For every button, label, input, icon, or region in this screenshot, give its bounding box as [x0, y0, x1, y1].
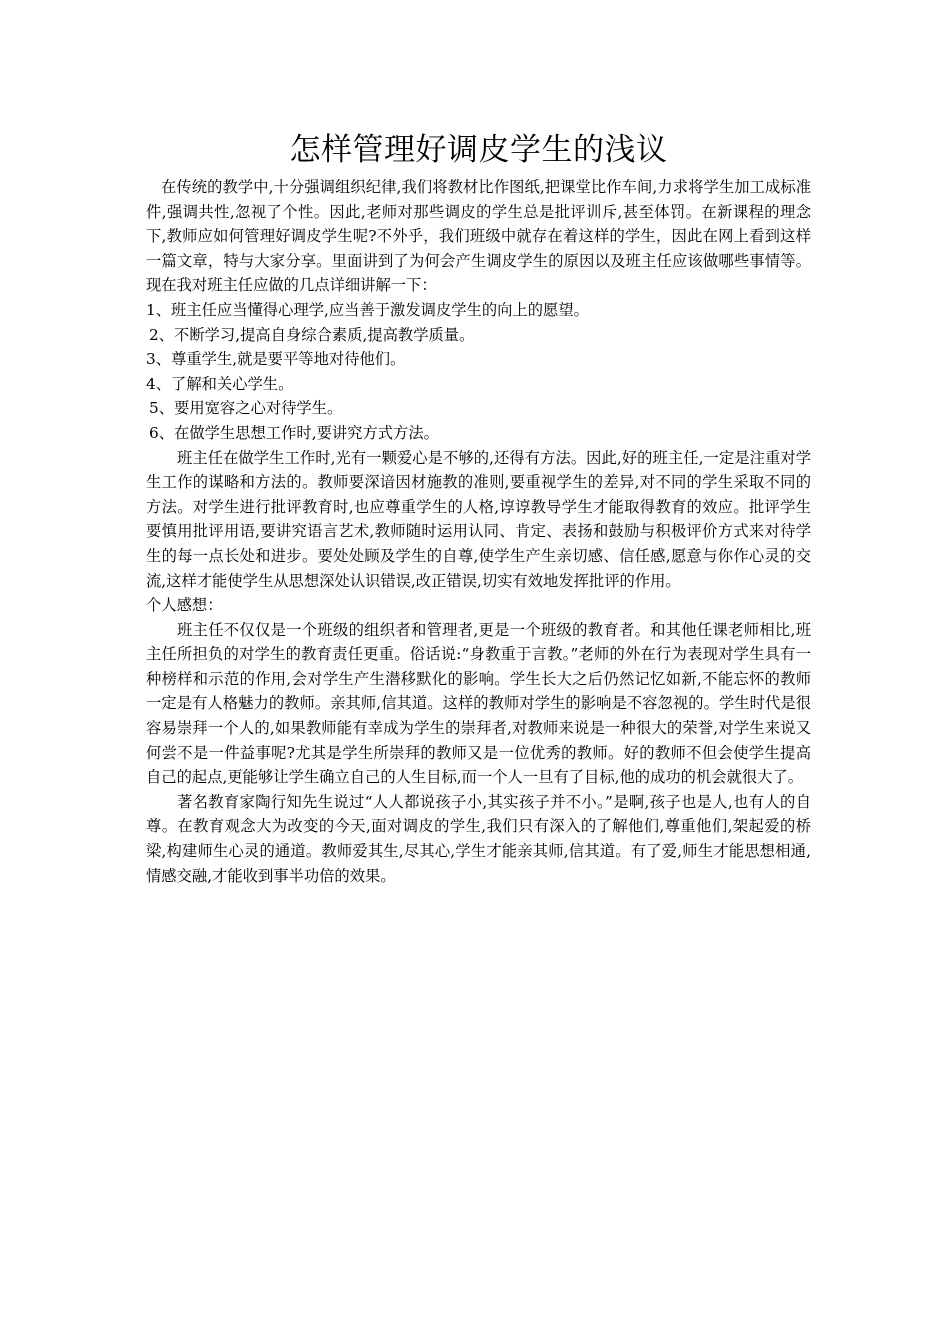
intro-paragraph: 在传统的教学中,十分强调组织纪律,我们将教材比作图纸,把课堂比作车间,力求将学生加工成标准件,强调共性,忽视了个性。因此,老师对那些调皮的学生总是批评训斥,甚至体罚。在新课程的理念下,教师应如何管理好调皮学生呢?不外乎，我们班级中就存在着这样的学生，因此在网上看到这样一篇文章，特与大家分享。里面讲到了为何会产生调皮学生的原因以及班主任应该做哪些事情等。现在我对班主任应做的几点详细讲解一下：: [146, 178, 811, 295]
reflection-paragraph: 班主任不仅仅是一个班级的组织者和管理者,更是一个班级的教育者。和其他任课老师相比,班主任所担负的对学生的教育责任更重。俗话说:“身教重于言教。”老师的外在行为表现对学生具有一种榜样和示范的作用,会对学生产生潜移默化的影响。学生长大之后仍然记忆如新,不能忘怀的教师一定是有人格魅力的教师。亲其师,信其道。这样的教师对学生的影响是不容忽视的。学生时代是很容易崇拜一个人的,如果教师能有幸成为学生的崇拜者,对教师来说是一种很大的荣誉,对学生来说又何尝不是一件益事呢?尤其是学生所崇拜的教师又是一位优秀的教师。好的教师不但会使学生提高自己的起点,更能够让学生确立自己的人生目标,而一个人一旦有了目标,他的成功的机会就很大了。: [146, 620, 811, 787]
method-paragraph: 班主任在做学生工作时,光有一颗爱心是不够的,还得有方法。因此,好的班主任,一定是注重对学生工作的谋略和方法的。教师要深谙因材施教的准则,要重视学生的差异,对不同的学生采取不同的方法。对学生进行批评教育时,也应尊重学生的人格,谆谆教导学生才能取得教育的效应。批评学生要慎用批评用语,要讲究语言艺术,教师随时运用认同、肯定、表扬和鼓励与积极评价方式来对待学生的每一点长处和进步。要处处顾及学生的自尊,使学生产生亲切感、信任感,愿意与你作心灵的交流,这样才能使学生从思想深处认识错误,改正错误,切实有效地发挥批评的作用。: [146, 448, 811, 590]
list-item: 3、尊重学生,就是要平等地对待他们。: [146, 350, 406, 369]
document-page: [146, 125, 811, 888]
page-title: 怎样管理好调皮学生的浅议: [289, 132, 668, 168]
advice-list: [146, 298, 811, 446]
list-item: 2、不断学习,提高自身综合素质,提高教学质量。: [149, 325, 475, 344]
list-item: 4、了解和关心学生。: [146, 374, 294, 393]
closing-paragraph: 著名教育家陶行知先生说过“人人都说孩子小,其实孩子并不小。”是啊,孩子也是人,也有人的自尊。在教育观念大为改变的今天,面对调皮的学生,我们只有深入的了解他们,尊重他们,架起爱的桥梁,构建师生心灵的通道。教师爱其生,尽其心,学生才能亲其师,信其道。有了爱,师生才能思想相通,情感交融,才能收到事半功倍的效果。: [146, 792, 811, 885]
list-item: 6、在做学生思想工作时,要讲究方式方法。: [149, 423, 439, 442]
reflection-heading: 个人感想：: [146, 596, 223, 615]
list-item: 5、要用宽容之心对待学生。: [149, 399, 343, 418]
list-item: 1、班主任应当懂得心理学,应当善于激发调皮学生的向上的愿望。: [146, 300, 589, 319]
